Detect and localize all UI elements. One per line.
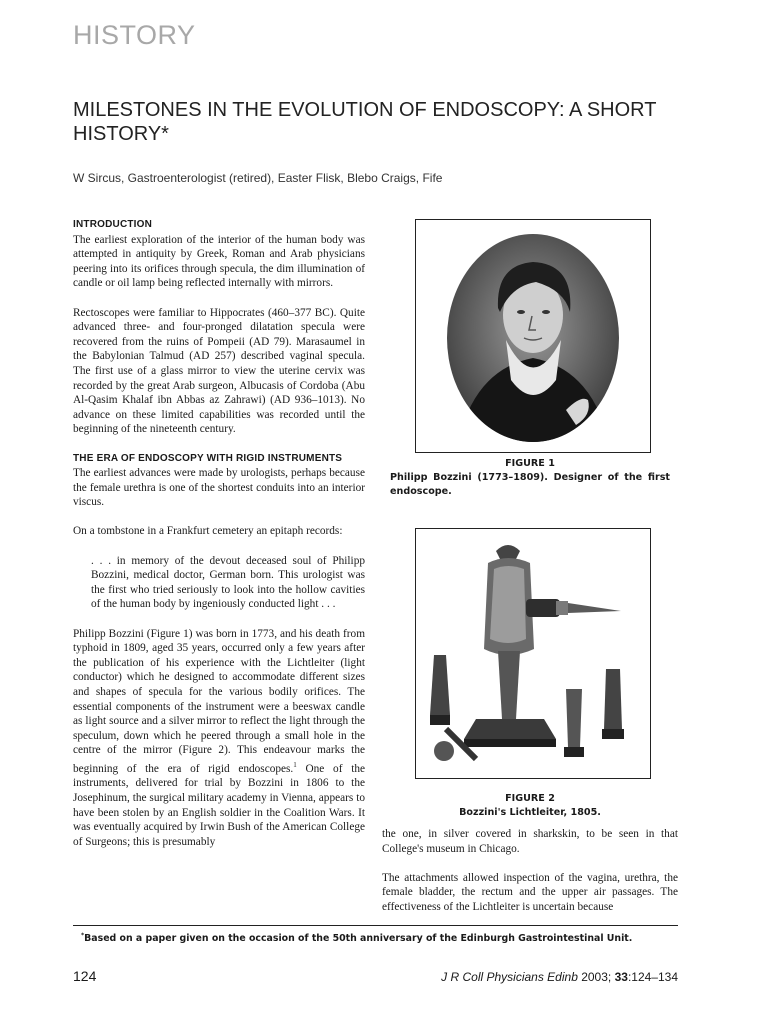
heading-introduction: INTRODUCTION xyxy=(73,219,153,230)
journal-year: 2003; xyxy=(577,970,615,984)
footnote xyxy=(81,932,681,944)
portrait-illustration xyxy=(416,220,650,452)
right-column xyxy=(382,827,678,915)
journal-name: J R Coll Physicians Edinb xyxy=(441,970,578,984)
epitaph-quote: . . . in memory of the devout deceased soul of Philipp Bozzini, medical doctor, German born. This urologist was the first who tried seriously to look into the hollow cavities of the human body by ingeniously conducted light . . . xyxy=(91,554,365,611)
footnote-divider xyxy=(73,925,678,926)
journal-pages: :124–134 xyxy=(627,970,678,984)
paragraph: The earliest advances were made by urologists, perhaps because the female urethra is one of the shortest conduits into an interior viscus. xyxy=(73,467,365,509)
lichtleiter-illustration xyxy=(416,529,650,778)
figure-1-image xyxy=(415,219,651,453)
left-column xyxy=(73,218,365,849)
paragraph xyxy=(73,627,365,850)
paragraph: the one, in silver covered in sharkskin, to be seen in that College's museum in Chicago. xyxy=(382,828,678,855)
article-title: MILESTONES IN THE EVOLUTION OF ENDOSCOPY: A SHORT HISTORY* xyxy=(73,99,657,145)
page-number: 124 xyxy=(73,968,97,984)
reference-marker[interactable]: 1 xyxy=(293,760,297,769)
figure-2-label: FIGURE 2 xyxy=(505,793,555,804)
figure-1-caption: Philipp Bozzini (1773–1809). Designer of the first endoscope. xyxy=(390,472,670,497)
author-line: W Sircus, Gastroenterologist (retired), Easter Flisk, Blebo Craigs, Fife xyxy=(73,171,443,185)
paragraph: The attachments allowed inspection of the vagina, urethra, the female bladder, the rectum and the upper air passages. The effectiveness of the Lichtleiter is uncertain because xyxy=(382,871,678,913)
figure-2-caption: Bozzini's Lichtleiter, 1805. xyxy=(459,807,601,818)
figure-2-image xyxy=(415,528,651,779)
journal-volume: 33 xyxy=(614,970,628,984)
figure-1-label: FIGURE 1 xyxy=(505,458,555,469)
journal-citation xyxy=(441,970,678,984)
footnote-marker: * xyxy=(81,932,85,939)
paragraph: On a tombstone in a Frankfurt cemetery an epitaph records: xyxy=(73,525,343,538)
paragraph: Rectoscopes were familiar to Hippocrates (460–377 BC). Quite advanced three- and four-pronged dilatation specula were recovered from the ruins of Pompeii (AD 79). Marasaumel in the Babylonian Talmud (AD 257) described vaginal specula. The first use of a glass mirror to view the uterine cervix was recorded by the great Arab surgeon, Albucasis of Cordoba (Abu Al-Qasim Khalaf ibn Abbas az Zahrawi) (AD 936–1013). No advance on these limited capabilities was recorded until the beginning of the nineteenth century. xyxy=(73,306,365,436)
paragraph: The earliest exploration of the interior of the human body was attempted in antiquity by Greek, Roman and Arab physicians peering into its orifices through specula, the dim illumination of candle or oil lamp being reflected internally with mirrors. xyxy=(73,233,365,290)
heading-rigid-instruments: THE ERA OF ENDOSCOPY WITH RIGID INSTRUMENTS xyxy=(73,452,343,464)
footnote-text: Based on a paper given on the occasion of the 50th anniversary of the Edinburgh Gastrointestinal Unit. xyxy=(84,933,633,945)
paragraph-text: One of the instruments, delivered for trial by Bozzini in 1806 to the Josephinum, the surgical military academy in Vienna, appears to have been stolen by an English soldier in the Coalition Wars. It was eventually acquired by Irwin Bush of the American College of Surgeons; this is presumably xyxy=(73,762,365,848)
paragraph-text: Philipp Bozzini (Figure 1) was born in 1773, and his death from typhoid in 1809, aged 35 years, occurred only a few years after the publication of his experience with the Lichtleiter (light conductor) which he designed to accommodate different sizes and shapes of specula for the various bodily orifices. The essential components of the instrument were a beeswax candle as light source and a silver mirror to reflect the light through the speculum, down which he peered through a small hole in the centre of the mirror (Figure 2). This endeavour marks the beginning of the era of rigid endoscopes. xyxy=(73,627,365,775)
section-label: HISTORY xyxy=(73,20,196,50)
